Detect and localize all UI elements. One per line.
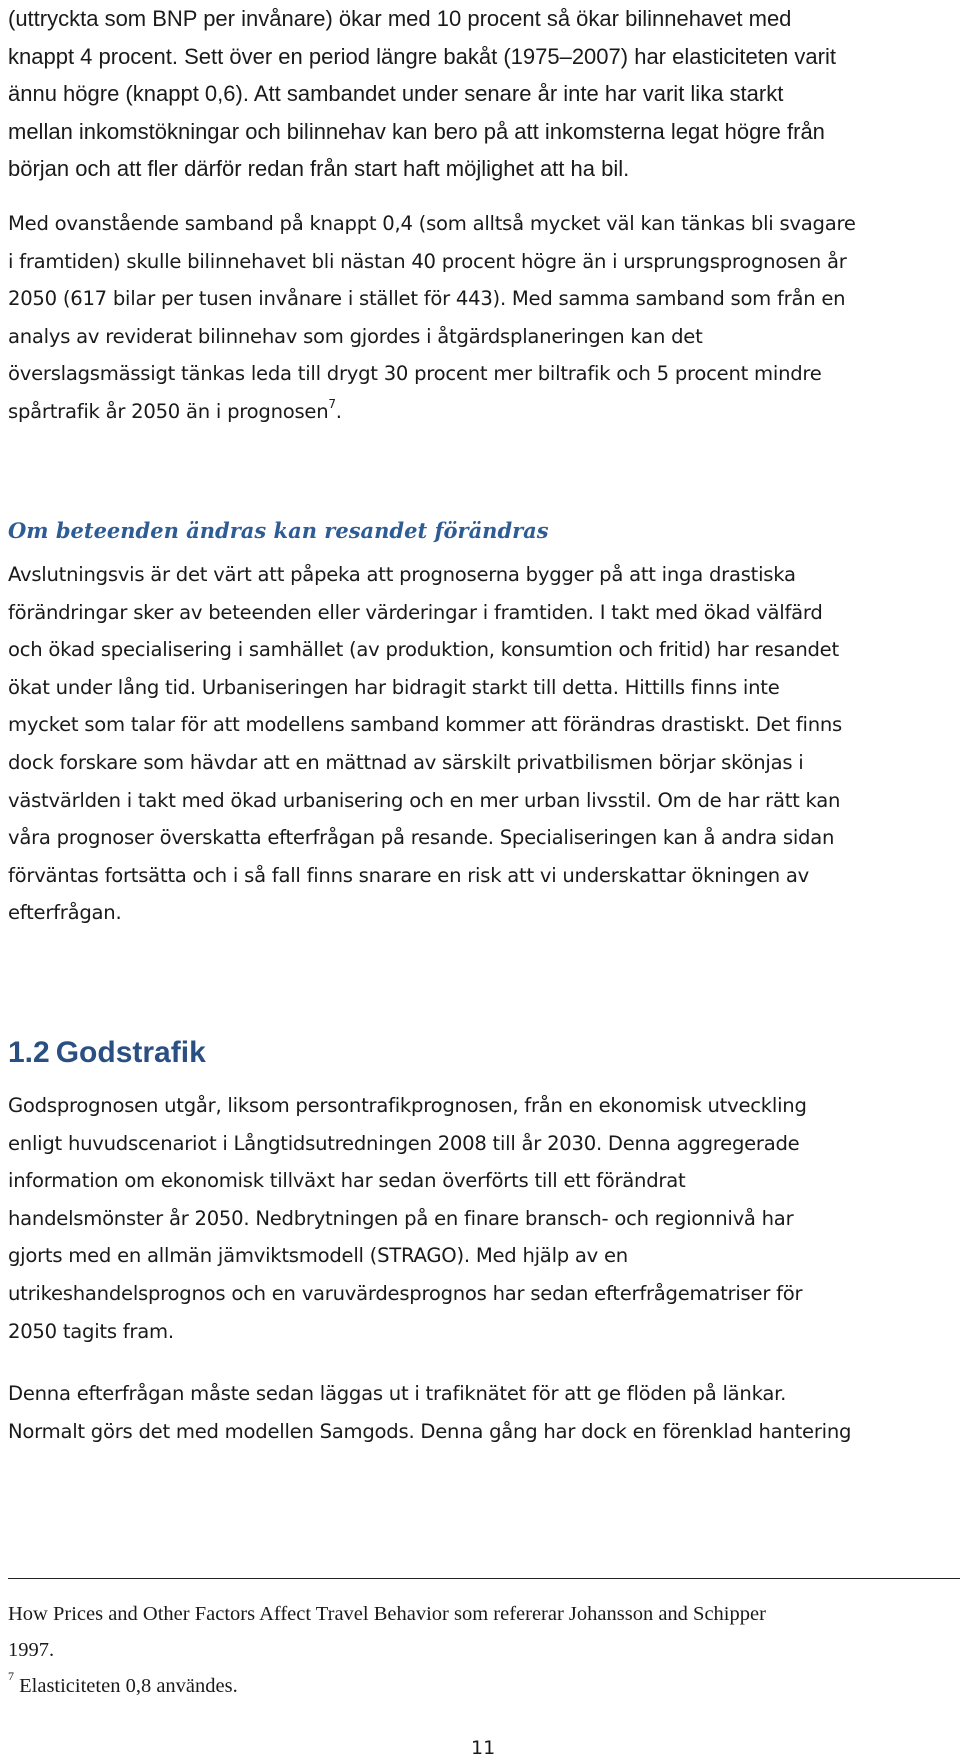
text-line [8, 393, 856, 431]
text-line: Godsprognosen utgår, liksom persontrafikprognosen, från en ekonomisk utveckling [8, 1094, 807, 1117]
section-number: 1.2 [8, 1036, 50, 1069]
text-line: i framtiden) skulle bilinnehavet bli nästan 40 procent högre än i ursprungsprognosen år [8, 249, 847, 273]
footnote-ref-7[interactable]: 7 [328, 397, 336, 412]
behavior-paragraph [8, 556, 842, 932]
forecast-paragraph [8, 205, 856, 431]
text-line: mellan inkomstökningar och bilinnehav kan bero på att inkomsterna legat högre från [8, 118, 825, 144]
text-line: och ökad specialisering i samhället (av produktion, konsumtion och fritid) har resandet [8, 638, 839, 662]
footnote-separator [8, 1578, 960, 1579]
freight-paragraph [8, 1087, 807, 1350]
text-line: förändringar sker av beteenden eller värderingar i framtiden. I takt med ökad välfärd [8, 600, 823, 624]
text-line: förväntas fortsätta och i så fall finns snarare en risk att vi underskattar ökningen av [8, 863, 810, 887]
footnote-text: Elasticiteten 0,8 användes. [19, 1675, 238, 1697]
punctuation: . [335, 399, 342, 423]
text-line: Avslutningsvis är det värt att påpeka att prognoserna bygger på att inga drastiska [8, 563, 796, 586]
text-line: knappt 4 procent. Sett över en period längre bakåt (1975–2007) har elasticiteten varit [8, 43, 836, 69]
text-line: Med ovanstående samband på knappt 0,4 (som alltså mycket väl kan tänkas bli svagare [8, 212, 856, 235]
text-line: början och att fler därför redan från start haft möjlighet att ha bil. [8, 156, 630, 182]
footnote-line: 1997. [8, 1639, 55, 1661]
section-heading [8, 1036, 206, 1070]
subheading: Om beteenden ändras kan resandet förändras [8, 518, 549, 543]
footnote-line: How Prices and Other Factors Affect Travel Behavior som refererar Johansson and Schipper [8, 1603, 766, 1625]
text-line: analys av reviderat bilinnehav som gjordes i åtgärdsplaneringen kan det [8, 324, 703, 348]
page-number: 11 [471, 1737, 496, 1759]
text-line: gjorts med en allmän jämviktsmodell (STRAGO). Med hjälp av en [8, 1244, 628, 1268]
text-line: ännu högre (knappt 0,6). Att sambandet under senare år inte har varit lika starkt [8, 81, 784, 107]
text-line: överslagsmässigt tänkas leda till drygt 30 procent mer biltrafik och 5 procent mindre [8, 362, 822, 386]
text-line: handelsmönster år 2050. Nedbrytningen på en finare bransch- och regionnivå har [8, 1206, 794, 1230]
text-line: dock forskare som hävdar att en mättnad av särskilt privatbilismen börjar skönjas i [8, 750, 804, 774]
text-line: 2050 (617 bilar per tusen invånare i stället för 443). Med samma samband som från en [8, 287, 846, 311]
text-line: enligt huvudscenariot i Långtidsutredningen 2008 till år 2030. Denna aggregerade [8, 1131, 800, 1155]
text-line: ökat under lång tid. Urbaniseringen har bidragit starkt till detta. Hittills finns inte [8, 675, 780, 699]
text-line: våra prognoser överskatta efterfrågan på resande. Specialiseringen kan å andra sidan [8, 826, 835, 850]
text-line: västvärlden i takt med ökad urbanisering och en mer urban livsstil. Om de har rätt kan [8, 788, 841, 812]
text-line: Denna efterfrågan måste sedan läggas ut i trafiknätet för att ge flöden på länkar. [8, 1382, 787, 1405]
intro-paragraph [8, 0, 836, 188]
text-line: 2050 tagits fram. [8, 1319, 174, 1343]
footnotes [8, 1596, 766, 1704]
footnote-number: 7 [8, 1669, 14, 1684]
text-line: efterfrågan. [8, 901, 122, 925]
text-line: information om ekonomisk tillväxt har sedan överförts till ett förändrat [8, 1169, 686, 1193]
footnote-7 [8, 1668, 766, 1704]
text-line: Normalt görs det med modellen Samgods. Denna gång har dock en förenklad hantering [8, 1419, 852, 1443]
section-title: Godstrafik [55, 1036, 206, 1069]
text-line: (uttryckta som BNP per invånare) ökar med 10 procent så ökar bilinnehavet med [8, 6, 792, 31]
text-line: utrikeshandelsprognos och en varuvärdesprognos har sedan efterfrågematriser för [8, 1281, 803, 1305]
text-fragment: spårtrafik år 2050 än i prognosen [8, 399, 329, 423]
network-paragraph [8, 1375, 851, 1450]
text-line: mycket som talar för att modellens samband kommer att förändras drastiskt. Det finns [8, 713, 842, 737]
